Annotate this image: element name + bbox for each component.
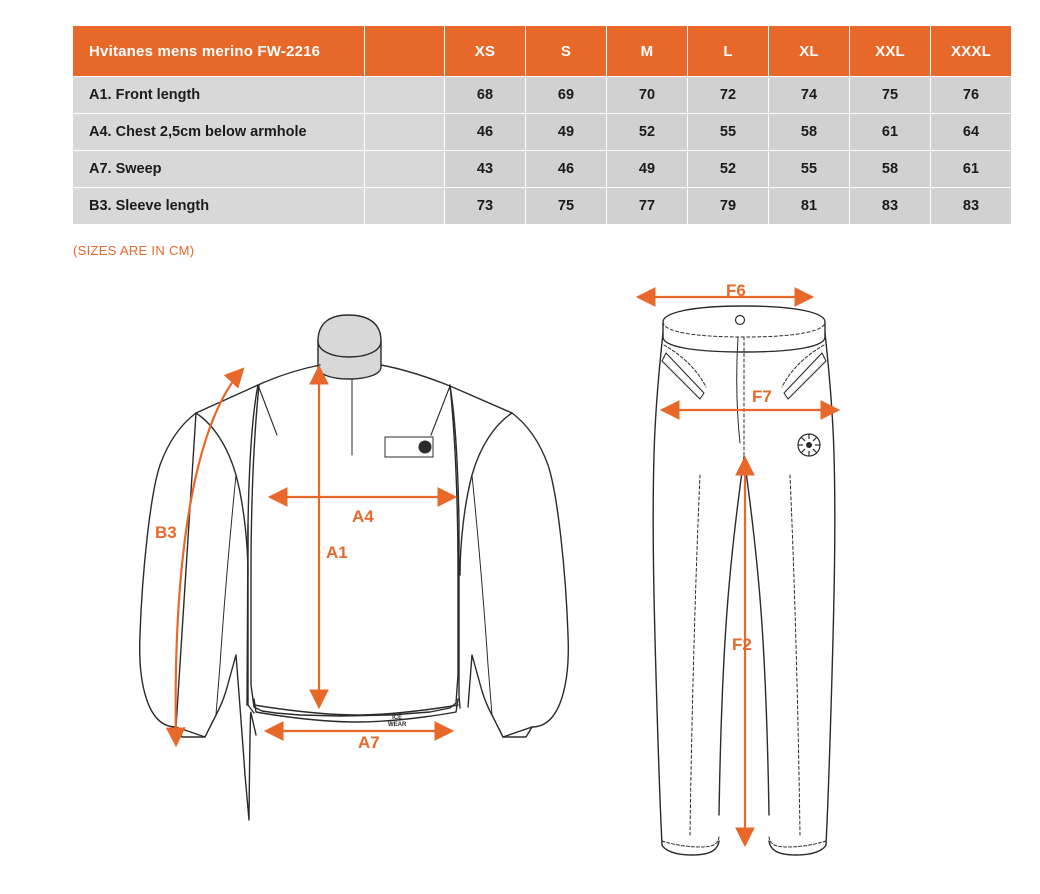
row-label-b3: B3. Sleeve length bbox=[73, 188, 365, 225]
cell-a4-l: 55 bbox=[688, 114, 769, 151]
row-spacer bbox=[365, 114, 445, 151]
cell-a1-xs: 68 bbox=[445, 77, 526, 114]
brand-line-2: WEAR bbox=[388, 721, 407, 728]
cell-a1-xl: 74 bbox=[769, 77, 850, 114]
cell-b3-s: 75 bbox=[526, 188, 607, 225]
cell-a7-l: 52 bbox=[688, 151, 769, 188]
cell-a7-xxl: 58 bbox=[850, 151, 931, 188]
cell-a1-xxl: 75 bbox=[850, 77, 931, 114]
dimension-label-b3: B3 bbox=[155, 523, 177, 542]
header-spacer bbox=[365, 26, 445, 77]
brand-wordmark bbox=[388, 715, 406, 728]
cell-a1-m: 70 bbox=[607, 77, 688, 114]
cell-a4-xs: 46 bbox=[445, 114, 526, 151]
cell-a7-xxxl: 61 bbox=[931, 151, 1012, 188]
row-spacer bbox=[365, 77, 445, 114]
table-row bbox=[73, 77, 1012, 114]
size-table bbox=[72, 25, 1012, 225]
cell-a1-l: 72 bbox=[688, 77, 769, 114]
column-header-m: M bbox=[607, 26, 688, 77]
cell-a4-s: 49 bbox=[526, 114, 607, 151]
garment-diagrams bbox=[0, 275, 1040, 894]
cell-a4-xl: 58 bbox=[769, 114, 850, 151]
row-label-a4: A4. Chest 2,5cm below armhole bbox=[73, 114, 365, 151]
sweater-dimension-lines bbox=[176, 367, 455, 745]
brand-logo-sweater bbox=[385, 437, 433, 457]
cell-b3-m: 77 bbox=[607, 188, 688, 225]
column-header-xxl: XXL bbox=[850, 26, 931, 77]
cell-a1-s: 69 bbox=[526, 77, 607, 114]
cell-a7-xl: 55 bbox=[769, 151, 850, 188]
column-header-xl: XL bbox=[769, 26, 850, 77]
column-header-l: L bbox=[688, 26, 769, 77]
dimension-label-f7: F7 bbox=[752, 387, 772, 406]
sweater-illustration bbox=[140, 315, 569, 820]
size-table-header bbox=[73, 26, 1012, 77]
product-title: Hvitanes mens merino FW-2216 bbox=[73, 26, 365, 77]
dimension-label-a1: A1 bbox=[326, 543, 348, 562]
row-spacer bbox=[365, 151, 445, 188]
table-row bbox=[73, 188, 1012, 225]
column-header-s: S bbox=[526, 26, 607, 77]
row-label-a1: A1. Front length bbox=[73, 77, 365, 114]
table-row bbox=[73, 151, 1012, 188]
row-label-a7: A7. Sweep bbox=[73, 151, 365, 188]
cell-b3-xl: 81 bbox=[769, 188, 850, 225]
diagram-svg bbox=[0, 275, 1040, 894]
cell-a4-xxl: 61 bbox=[850, 114, 931, 151]
cell-b3-l: 79 bbox=[688, 188, 769, 225]
cell-a1-xxxl: 76 bbox=[931, 77, 1012, 114]
dimension-label-a4: A4 bbox=[352, 507, 374, 526]
brand-logo-pants bbox=[798, 434, 820, 456]
cell-a7-s: 46 bbox=[526, 151, 607, 188]
table-row bbox=[73, 114, 1012, 151]
cell-a4-m: 52 bbox=[607, 114, 688, 151]
cell-a4-xxxl: 64 bbox=[931, 114, 1012, 151]
table-header-row bbox=[73, 26, 1012, 77]
column-header-xs: XS bbox=[445, 26, 526, 77]
size-table-body bbox=[73, 77, 1012, 225]
brand-line-1: ICE bbox=[392, 715, 403, 721]
dimension-label-f2: F2 bbox=[732, 635, 752, 654]
row-spacer bbox=[365, 188, 445, 225]
cell-b3-xxl: 83 bbox=[850, 188, 931, 225]
dimension-label-f6: F6 bbox=[726, 281, 746, 300]
cell-b3-xs: 73 bbox=[445, 188, 526, 225]
units-note: (SIZES ARE IN CM) bbox=[73, 243, 195, 258]
column-header-xxxl: XXXL bbox=[931, 26, 1012, 77]
cell-b3-xxxl: 83 bbox=[931, 188, 1012, 225]
dimension-label-a7: A7 bbox=[358, 733, 380, 752]
cell-a7-xs: 43 bbox=[445, 151, 526, 188]
cell-a7-m: 49 bbox=[607, 151, 688, 188]
